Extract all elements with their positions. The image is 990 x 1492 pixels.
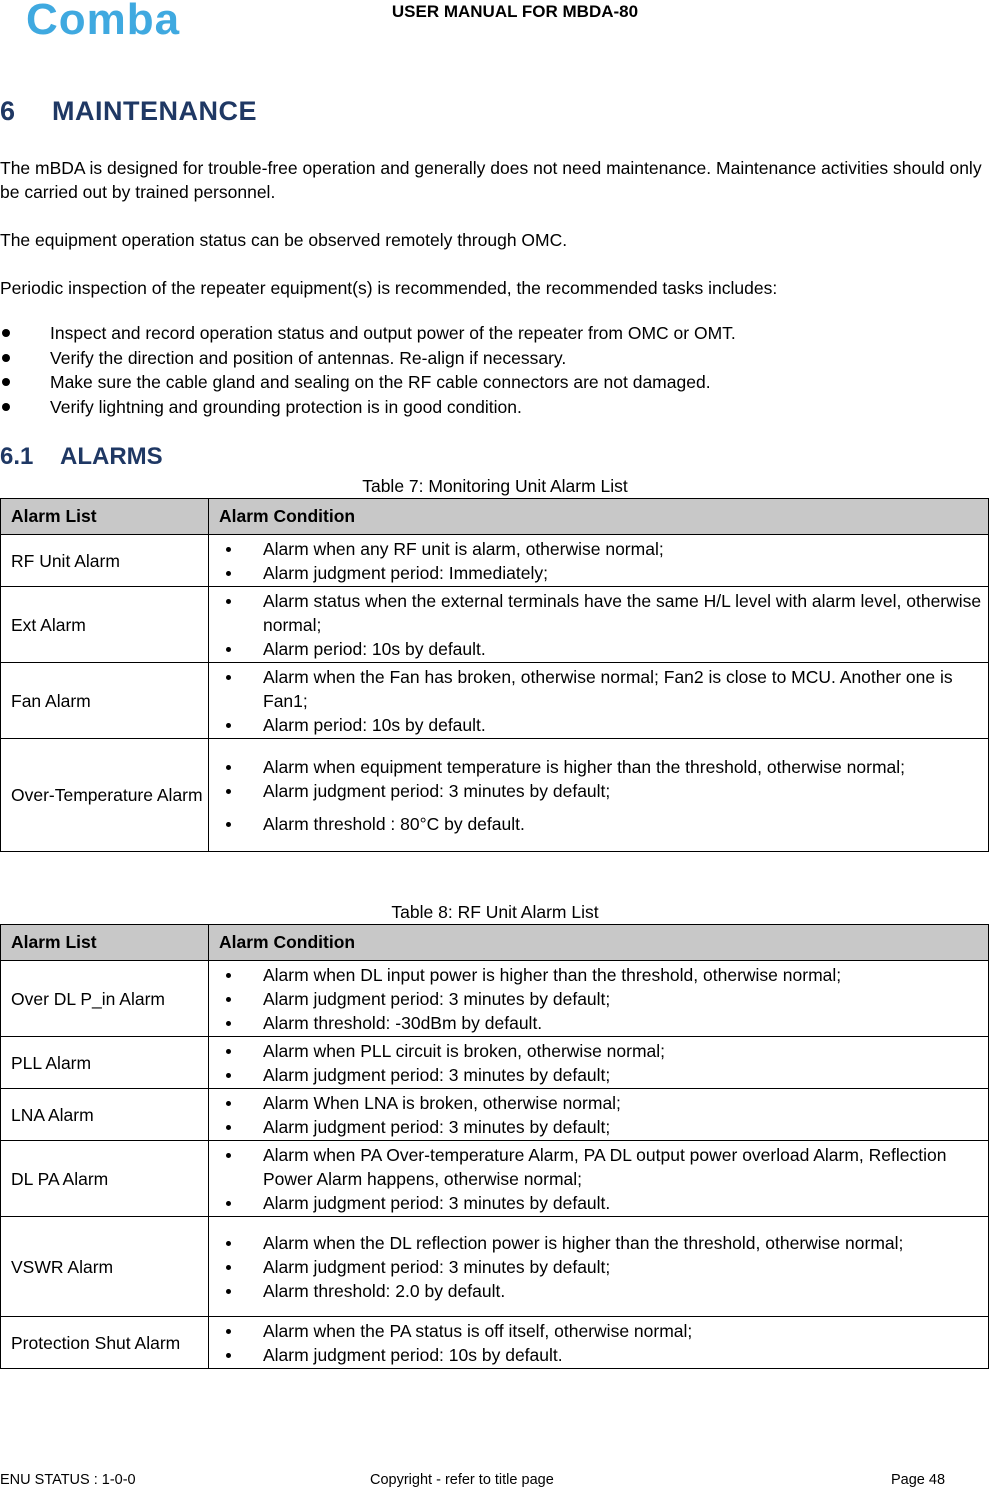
table8-caption: Table 8: RF Unit Alarm List xyxy=(391,902,599,922)
condition-item: Alarm when equipment temperature is higher than the threshold, otherwise normal; xyxy=(209,755,988,779)
svg-text:Comba: Comba xyxy=(26,0,181,40)
table-header-row xyxy=(1,499,989,535)
bullet-icon xyxy=(226,1073,231,1078)
condition-item: Alarm period: 10s by default. xyxy=(209,713,988,737)
column-header: Alarm Condition xyxy=(209,499,989,535)
alarm-conditions xyxy=(209,739,989,852)
alarm-name: Over DL P_in Alarm xyxy=(1,961,209,1037)
alarm-conditions xyxy=(209,1037,989,1089)
bullet-icon xyxy=(226,1101,231,1106)
condition-item: Alarm when PA Over-temperature Alarm, PA DL output power overload Alarm, Reflection Power Alarm happens, otherwise normal; xyxy=(209,1143,988,1191)
table-row xyxy=(1,961,989,1037)
alarm-conditions xyxy=(209,663,989,739)
alarm-name: VSWR Alarm xyxy=(1,1217,209,1317)
monitoring-unit-alarm-table xyxy=(0,498,989,852)
bullet-icon xyxy=(226,1125,231,1130)
bullet-icon xyxy=(226,675,231,680)
bullet-icon xyxy=(226,1265,231,1270)
condition-item: Alarm judgment period: 3 minutes by default; xyxy=(209,779,988,803)
alarm-name: PLL Alarm xyxy=(1,1037,209,1089)
inspection-paragraph: Periodic inspection of the repeater equipment(s) is recommended, the recommended tasks includes: xyxy=(0,278,778,298)
alarm-conditions xyxy=(209,1317,989,1369)
alarm-conditions xyxy=(209,961,989,1037)
subsection-number: 6.1 xyxy=(0,443,34,470)
condition-item: Alarm judgment period: 3 minutes by default; xyxy=(209,1255,988,1279)
table-row xyxy=(1,1217,989,1317)
table-row xyxy=(1,1317,989,1369)
table-row xyxy=(1,663,989,739)
condition-item: Alarm judgment period: Immediately; xyxy=(209,561,988,585)
alarm-name: Ext Alarm xyxy=(1,587,209,663)
bullet-icon xyxy=(2,403,10,411)
condition-item: Alarm when the DL reflection power is higher than the threshold, otherwise normal; xyxy=(209,1231,988,1255)
condition-item: Alarm judgment period: 3 minutes by default; xyxy=(209,1063,988,1087)
subsection-title: ALARMS xyxy=(60,443,163,470)
alarm-conditions xyxy=(209,1089,989,1141)
table7-caption: Table 7: Monitoring Unit Alarm List xyxy=(362,476,628,496)
section-heading xyxy=(0,96,257,127)
footer-page-number: Page 48 xyxy=(891,1472,946,1488)
bullet-icon xyxy=(226,822,231,827)
table-row xyxy=(1,1141,989,1217)
list-item: Verify the direction and position of antennas. Re-align if necessary. xyxy=(0,346,985,371)
bullet-icon xyxy=(226,765,231,770)
bullet-icon xyxy=(226,1289,231,1294)
condition-item: Alarm when any RF unit is alarm, otherwise normal; xyxy=(209,537,988,561)
table-row xyxy=(1,1089,989,1141)
condition-item: Alarm when DL input power is higher than the threshold, otherwise normal; xyxy=(209,963,988,987)
bullet-icon xyxy=(226,1353,231,1358)
bullet-icon xyxy=(226,1153,231,1158)
section-number: 6 xyxy=(0,96,16,126)
list-item: Verify lightning and grounding protection is in good condition. xyxy=(0,395,985,420)
bullet-icon xyxy=(226,1021,231,1026)
condition-item: Alarm when the PA status is off itself, otherwise normal; xyxy=(209,1319,988,1343)
condition-item: Alarm judgment period: 10s by default. xyxy=(209,1343,988,1367)
bullet-icon xyxy=(226,973,231,978)
condition-item: Alarm threshold : 80°C by default. xyxy=(209,812,988,836)
subsection-heading xyxy=(0,443,163,471)
alarm-name: RF Unit Alarm xyxy=(1,535,209,587)
condition-item: Alarm judgment period: 3 minutes by default. xyxy=(209,1191,988,1215)
alarm-name: Fan Alarm xyxy=(1,663,209,739)
column-header: Alarm List xyxy=(1,925,209,961)
alarm-name: DL PA Alarm xyxy=(1,1141,209,1217)
alarm-name: LNA Alarm xyxy=(1,1089,209,1141)
rf-unit-alarm-table xyxy=(0,924,989,1369)
bullet-icon xyxy=(226,647,231,652)
table-header-row xyxy=(1,925,989,961)
alarm-conditions xyxy=(209,587,989,663)
condition-item: Alarm judgment period: 3 minutes by default; xyxy=(209,987,988,1011)
bullet-icon xyxy=(226,547,231,552)
table-row xyxy=(1,1037,989,1089)
condition-item: Alarm period: 10s by default. xyxy=(209,637,988,661)
document-title: USER MANUAL FOR MBDA-80 xyxy=(391,2,639,21)
bullet-icon xyxy=(226,1329,231,1334)
omc-paragraph: The equipment operation status can be observed remotely through OMC. xyxy=(0,230,568,250)
bullet-icon xyxy=(226,997,231,1002)
alarm-conditions xyxy=(209,1217,989,1317)
table-row xyxy=(1,739,989,852)
bullet-icon xyxy=(226,599,231,604)
section-title: MAINTENANCE xyxy=(52,96,257,126)
table-row xyxy=(1,587,989,663)
condition-item: Alarm when PLL circuit is broken, otherwise normal; xyxy=(209,1039,988,1063)
bullet-icon xyxy=(226,789,231,794)
condition-item: Alarm threshold: -30dBm by default. xyxy=(209,1011,988,1035)
maintenance-task-list xyxy=(0,321,985,419)
condition-item: Alarm status when the external terminals have the same H/L level with alarm level, otherwise normal; xyxy=(209,589,988,637)
bullet-icon xyxy=(226,1201,231,1206)
footer-copyright: Copyright - refer to title page xyxy=(370,1472,554,1488)
condition-item: Alarm judgment period: 3 minutes by default; xyxy=(209,1115,988,1139)
bullet-icon xyxy=(226,723,231,728)
condition-item: Alarm threshold: 2.0 by default. xyxy=(209,1279,988,1303)
footer-status: ENU STATUS : 1-0-0 xyxy=(0,1472,136,1488)
list-item: Inspect and record operation status and output power of the repeater from OMC or OMT. xyxy=(0,321,985,346)
alarm-name: Protection Shut Alarm xyxy=(1,1317,209,1369)
table-row xyxy=(1,535,989,587)
bullet-icon xyxy=(2,378,10,386)
bullet-icon xyxy=(226,1241,231,1246)
list-item: Make sure the cable gland and sealing on the RF cable connectors are not damaged. xyxy=(0,370,985,395)
alarm-conditions xyxy=(209,1141,989,1217)
bullet-icon xyxy=(2,354,10,362)
intro-paragraph: The mBDA is designed for trouble-free operation and generally does not need maintenance. Maintenance activities should only be carried out by trained personnel. xyxy=(0,158,982,202)
bullet-icon xyxy=(226,1049,231,1054)
column-header: Alarm List xyxy=(1,499,209,535)
alarm-name: Over-Temperature Alarm xyxy=(1,739,209,852)
alarm-conditions xyxy=(209,535,989,587)
condition-item: Alarm when the Fan has broken, otherwise normal; Fan2 is close to MCU. Another one is Fan1; xyxy=(209,665,988,713)
column-header: Alarm Condition xyxy=(209,925,989,961)
bullet-icon xyxy=(226,571,231,576)
bullet-icon xyxy=(2,329,10,337)
condition-item: Alarm When LNA is broken, otherwise normal; xyxy=(209,1091,988,1115)
